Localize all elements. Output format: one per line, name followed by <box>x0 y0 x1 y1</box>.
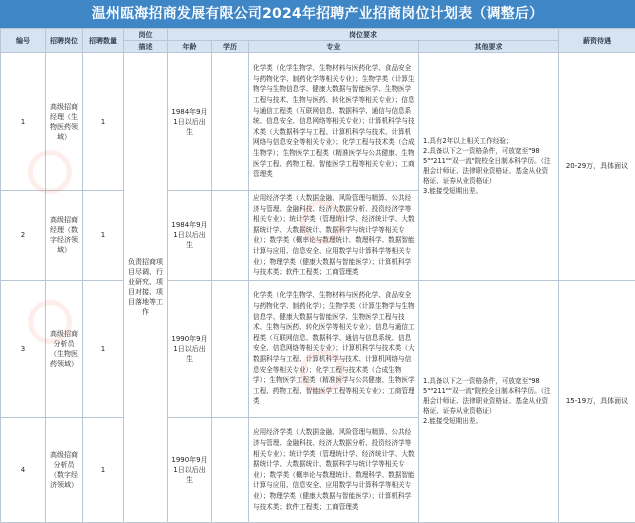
header-position: 招聘岗位 <box>46 29 83 53</box>
header-post-desc: 描述 <box>124 41 168 53</box>
header-req-group: 岗位要求 <box>168 29 559 41</box>
salary-a: 20-29万，具体面议 <box>559 53 635 281</box>
row-education <box>212 280 249 417</box>
row-education <box>212 191 249 281</box>
header-age: 年龄 <box>168 41 212 53</box>
row-no: 1 <box>1 53 46 191</box>
post-description: 负责招商项目尽调、行业研究、项目对接、项目落地等工作 <box>124 53 168 523</box>
header-post-group: 岗位 <box>124 29 168 41</box>
salary-b: 15-19万，具体面议 <box>559 280 635 522</box>
header-no: 编号 <box>1 29 46 53</box>
row-major: 化学类（化学生物学、生物材料与医药化学、食品安全与药物化学、制药化学等相关专业）；生物学类（计算生物学与生物信息学、健康大数据与智能医学、生物医学工程与技术、生物与医药、转化医学等相关专业）；信息与通信工程类（互联网信息、数据科学、通信与信息系统、信息安全、信息网络等相关专业）；计算机科学与技术类（大数据科学与工程、计算机科学与技术、计算机网络与信息安全等相关专业）；化学工程与技术类（合成生物学）；生物医学工程类（精准医学与公共健康、生物医学工程、药物工程、智能医学工程等相关专业）；工商管理类 <box>249 53 419 191</box>
row-count: 1 <box>83 53 124 191</box>
row-major: 应用经济学类（大数据金融、风险管理与精算、公共经济与管理、金融科技、经济大数据分析、投资经济学等相关专业）；统计学类（管理统计学、经济统计学、大数据统计学、大数据统计、数据科学与统计学等相关专业）；数学类（概率论与数理统计、数理科学、数据智能计算与应用、信息安全、应用数学与计算科学等相关专业）；物理学类（健康大数据与智能医学）；计算机科学与技术类；软件工程类；工商管理类 <box>249 417 419 522</box>
row-major: 应用经济学类（大数据金融、风险管理与精算、公共经济与管理、金融科技、经济大数据分析、投资经济学等相关专业）；统计学类（管理统计学、经济统计学、大数据统计学、大数据统计、数据科学与统计学等相关专业）；数学类（概率论与数理统计、数理科学、数据智能计算与应用、信息安全、应用数学与计算科学等相关专业）；物理学类（健康大数据与智能医学）；计算机科学与技术类；软件工程类；工商管理类 <box>249 191 419 281</box>
header-other: 其他要求 <box>419 41 559 53</box>
row-age: 1990年9月1日以后出生 <box>168 280 212 417</box>
other-requirements-b: 1.具备以下之一资格条件，可放宽至"985""211""双一流"院校全日制本科学历。（注册会计师证、法律职业资格证、基金从业资格证、证券从业资格证） 2.能接受短期出差。 <box>419 280 559 522</box>
header-count: 招聘数量 <box>83 29 124 53</box>
row-no: 4 <box>1 417 46 522</box>
row-count: 1 <box>83 417 124 522</box>
row-position: 高级招商分析员（生物医药领域） <box>46 280 83 417</box>
row-position: 高级招商分析员（数字经济领域） <box>46 417 83 522</box>
page-title: 温州瓯海招商发展有限公司2024年招聘产业招商岗位计划表（调整后） <box>0 0 635 28</box>
row-count: 1 <box>83 280 124 417</box>
header-salary: 薪资待遇 <box>559 29 635 53</box>
row-age: 1984年9月1日以后出生 <box>168 191 212 281</box>
table-row <box>1 280 635 417</box>
recruitment-table <box>0 28 635 523</box>
row-no: 3 <box>1 280 46 417</box>
row-major: 化学类（化学生物学、生物材料与医药化学、食品安全与药物化学、制药化学）；生物学类（计算生物学与生物信息学、健康大数据与智能医学、生物医学工程与技术、生物与医药、转化医学等相关专业）；信息与通信工程类（互联网信息、数据科学、通信与信息系统、信息安全、信息网络等相关专业）；计算机科学与技术类（大数据科学与工程、计算机科学与技术、计算机网络与信息安全等相关专业）；化学工程与技术类（合成生物学）；生物医学工程类（精准医学与公共健康、生物医学工程、药物工程、智能医学工程等相关专业）；工商管理类 <box>249 280 419 417</box>
row-education <box>212 53 249 191</box>
row-position: 高级招商经理（数字经济领域） <box>46 191 83 281</box>
row-no: 2 <box>1 191 46 281</box>
other-requirements-a: 1.具有2年以上相关工作经验； 2.具备以下之一资格条件，可放宽至"985""211""双一流"院校全日制本科学历。（注册会计师证、法律职业资格证、基金从业资格证、证券从业资格证） 3.能接受短期出差。 <box>419 53 559 281</box>
row-age: 1984年9月1日以后出生 <box>168 53 212 191</box>
row-age: 1990年9月1日以后出生 <box>168 417 212 522</box>
table-row <box>1 53 635 191</box>
row-count: 1 <box>83 191 124 281</box>
row-education <box>212 417 249 522</box>
header-education: 学历 <box>212 41 249 53</box>
row-position: 高级招商经理（生物医药领域） <box>46 53 83 191</box>
header-major: 专业 <box>249 41 419 53</box>
